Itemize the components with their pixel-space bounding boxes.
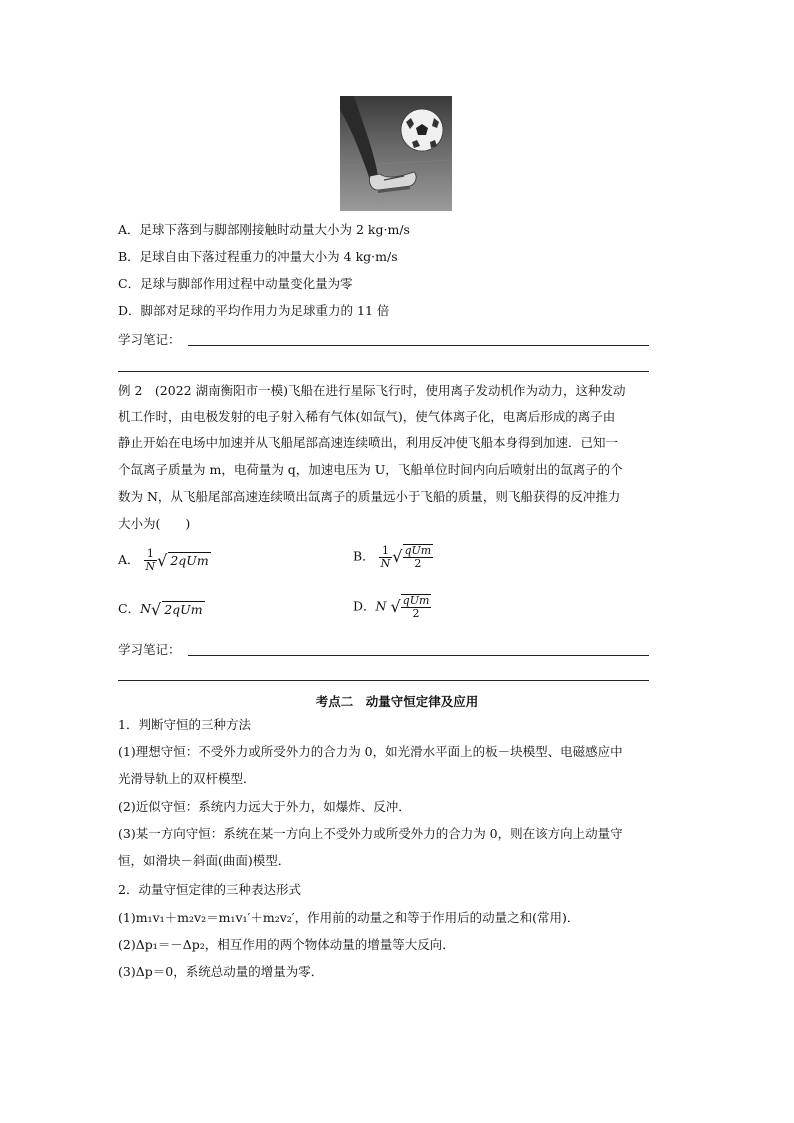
- equation-line: (2)Δp₁＝－Δp₂，相互作用的两个物体动量的增量等大反向．: [118, 937, 455, 952]
- example2-line: 个氙离子质量为 m，电荷量为 q，加速电压为 U，飞船单位时间内向后喷射出的氙离子的个: [118, 462, 623, 477]
- notes-line: [118, 680, 649, 681]
- denominator: 2: [414, 557, 422, 570]
- example2-line: 机工作时，由电极发射的电子射入稀有气体(如氙气)，使气体离子化，电离后形成的离子由: [118, 409, 616, 424]
- example2-line: 数为 N，从飞船尾部高速连续喷出氙离子的质量远小于飞船的质量，则飞船获得的反冲推力: [118, 489, 621, 504]
- paragraph: (1)理想守恒：不受外力或所受外力的合力为 0，如光滑水平面上的板－块模型、电磁感应中: [118, 744, 623, 759]
- example2-line: 大小为( ): [118, 516, 191, 531]
- example2-line: 例 2 (2022 湖南衡阳市一模)飞船在进行星际飞行时，使用离子发动机作为动力，这种发动: [118, 383, 626, 398]
- paragraph: 光滑导轨上的双杆模型．: [118, 771, 256, 786]
- fraction: [144, 548, 158, 573]
- option-c: C．足球与脚部作用过程中动量变化量为零: [118, 276, 353, 291]
- option-label: C．: [118, 601, 141, 616]
- notes-label: 学习笔记：: [118, 332, 181, 347]
- soccer-kick-photo: [340, 96, 452, 211]
- paragraph: 恒，如滑块－斜面(曲面)模型．: [118, 853, 291, 868]
- option-label: A．: [118, 552, 140, 567]
- example2-option-a: [118, 548, 211, 573]
- paragraph: (2)近似守恒：系统内力远大于外力，如爆炸、反冲．: [118, 799, 411, 814]
- example2-option-b: [353, 544, 433, 570]
- example2-option-d: [353, 594, 431, 620]
- coefficient: N: [140, 601, 152, 616]
- fraction: [403, 544, 434, 570]
- denominator: N: [145, 560, 156, 573]
- equation-line: (1)m₁v₁＋m₂v₂＝m₁v₁′＋m₂v₂′，作用前的动量之和等于作用后的动量之和(常用)．: [118, 910, 580, 925]
- example2-option-c: [118, 601, 205, 618]
- radical-sign: √: [390, 597, 401, 616]
- radicand: 2qUm: [170, 553, 209, 568]
- numerator: 1: [379, 545, 393, 558]
- denominator: 2: [412, 607, 420, 620]
- radical-sign: √: [392, 547, 403, 566]
- numerator: qUm: [402, 594, 430, 607]
- option-b: B．足球自由下落过程重力的冲量大小为 4 kg·m/s: [118, 249, 398, 264]
- option-label: D．: [353, 598, 376, 614]
- section-heading: 2．动量守恒定律的三种表达形式: [118, 882, 301, 897]
- section-title: 考点二 动量守恒定律及应用: [315, 694, 479, 709]
- paragraph: (3)某一方向守恒：系统在某一方向上不受外力或所受外力的合力为 0，则在该方向上动量守: [118, 826, 623, 841]
- notes-line: [118, 371, 649, 372]
- radical-sign: √: [157, 550, 168, 570]
- equation-line: (3)Δp＝0，系统总动量的增量为零．: [118, 964, 324, 979]
- numerator: qUm: [404, 544, 432, 557]
- radical-sign: √: [151, 599, 162, 619]
- notes-line: [188, 655, 649, 656]
- notes-line: [188, 345, 649, 346]
- denominator: N: [380, 556, 391, 570]
- numerator: 1: [144, 548, 158, 561]
- option-d: D．脚部对足球的平均作用力为足球重力的 11 倍: [118, 303, 390, 318]
- section-heading: 1．判断守恒的三种方法: [118, 717, 251, 732]
- option-a: A．足球下落到与脚部刚接触时动量大小为 2 kg·m/s: [118, 222, 410, 237]
- coefficient: N: [375, 598, 387, 614]
- notes-label: 学习笔记：: [118, 642, 181, 657]
- radicand: 2qUm: [164, 602, 203, 617]
- fraction: [379, 545, 393, 570]
- fraction: [401, 594, 432, 620]
- option-label: B．: [353, 548, 375, 564]
- example2-line: 静止开始在电场中加速并从飞船尾部高速连续喷出，利用反冲使飞船本身得到加速．已知一: [118, 435, 619, 450]
